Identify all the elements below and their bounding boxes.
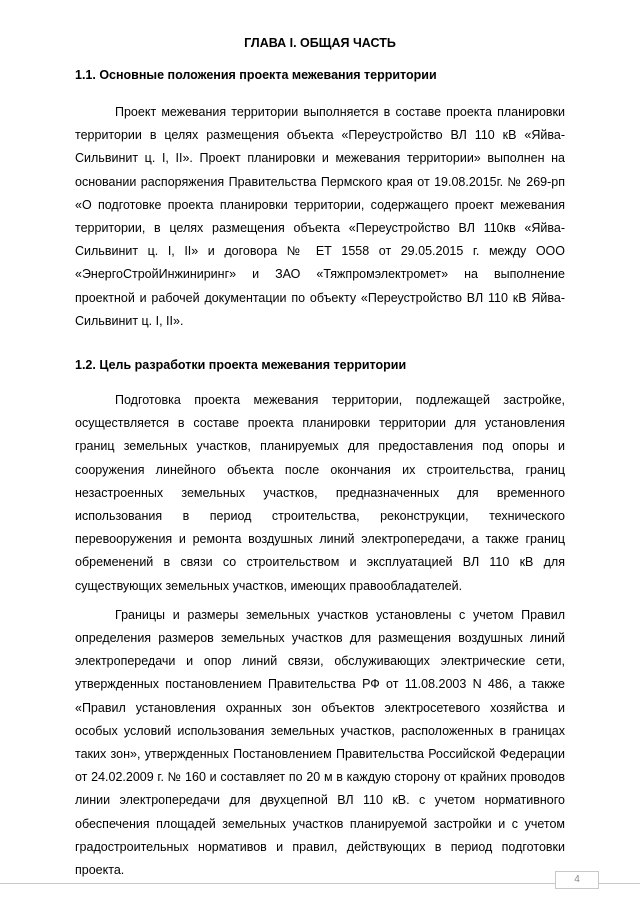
section-heading-1-2: 1.2. Цель разработки проекта межевания территории <box>75 358 407 373</box>
document-page <box>75 33 565 882</box>
footer-divider <box>0 883 640 884</box>
section-1-2-paragraph-2: Границы и размеры земельных участков установлены с учетом Правил определения размеров земельных участков для размещения воздушных линий электропередачи и опор линий связи, обслуживающих электрические сети, утвержденных постановлением Правительства РФ от 11.08.2003 N 486, а также «Правил установления охранных зон объектов электросетевого хозяйства и особых условий использования земельных участков, расположенных в границах таких зон», утвержденных Постановлением Правительства Российской Федерации от 24.02.2009 г. № 160 и составляет по 20 м в каждую сторону от крайних проводов линии электропередачи для двухцепной ВЛ 110 кВ. с учетом нормативного обеспечения площадей земельных участков планируемой застройки и с учетом градостроительных нормативов и правил, действующих в период подготовки проекта. <box>75 607 565 878</box>
section-heading-1-1: 1.1. Основные положения проекта межевания территории <box>75 68 437 82</box>
page-number: 4 <box>555 871 599 889</box>
section-1-1-paragraph-1: Проект межевания территории выполняется в составе проекта планировки территории в целях размещения объекта «Переустройство ВЛ 110 кВ «Яйва-Сильвинит ц. I, II». Проект планировки и межевания территории» выполнен на основании распоряжения Правительства Пермского края от 19.08.2015г. № 269-рп «О подготовке проекта планировки территории, содержащего проект межевания территории, в целях размещения объекта «Переустройство ВЛ 110кв «Яйва-Сильвинит ц. I, II» и договора № ЕТ 1558 от 29.05.2015 г. между ООО «ЭнергоСтройИнжиниринг» и ЗАО «Тяжпромэлектромет» на выполнение проектной и рабочей документации по объекту «Переустройство ВЛ 110 кВ Яйва-Сильвинит ц. I, II». <box>75 105 565 328</box>
section-1-2-paragraph-1: Подготовка проекта межевания территории, подлежащей застройке, осуществляется в составе проекта планировки территории для установления границ земельных участков, планируемых для предоставления под опоры и сооружения линейного объекта после окончания их строительства, границ незастроенных земельных участков, предназначенных для временного использования в период строительства, реконструкции, технического перевооружения и ремонта воздушных линий электропередачи, а также границ обременений в связи со строительством и эксплуатацией ВЛ 110 кВ для существующих земельных участков, имеющих правообладателей. <box>75 393 565 593</box>
chapter-title: ГЛАВА I. ОБЩАЯ ЧАСТЬ <box>244 36 396 50</box>
